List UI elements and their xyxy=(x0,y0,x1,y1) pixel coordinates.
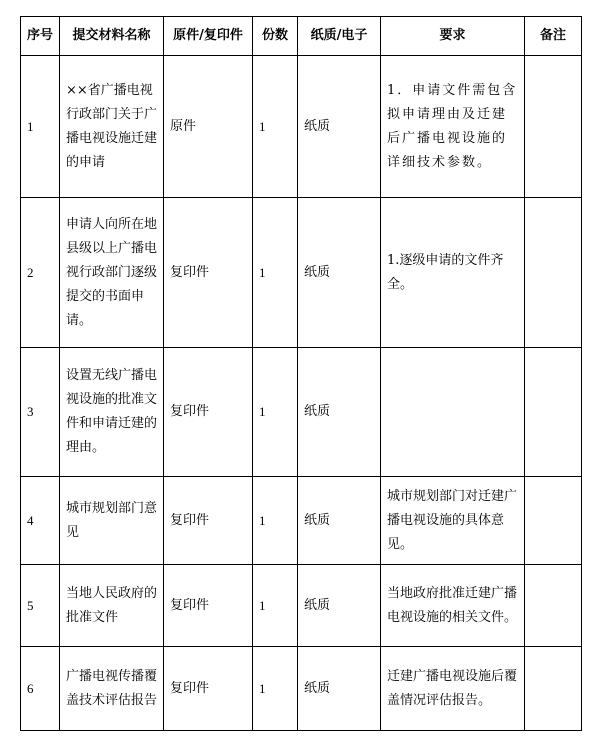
cell-req: 城市规划部门对迁建广播电视设施的具体意见。 xyxy=(381,477,525,565)
cell-paper: 纸质 xyxy=(298,56,381,198)
table-row xyxy=(21,647,582,731)
cell-name: 申请人向所在地县级以上广播电视行政部门逐级提交的书面申请。 xyxy=(60,198,164,348)
cell-name: 城市规划部门意见 xyxy=(60,477,164,565)
table-row xyxy=(21,198,582,348)
cell-copies: 1 xyxy=(253,198,298,348)
cell-name: 广播电视传播覆盖技术评估报告 xyxy=(60,647,164,731)
cell-copies: 1 xyxy=(253,56,298,198)
cell-orig: 复印件 xyxy=(164,477,253,565)
cell-orig: 复印件 xyxy=(164,348,253,477)
cell-paper: 纸质 xyxy=(298,647,381,731)
table-row xyxy=(21,348,582,477)
cell-req: 迁建广播电视设施后覆盖情况评估报告。 xyxy=(381,647,525,731)
header-seq: 序号 xyxy=(21,17,60,56)
cell-copies: 1 xyxy=(253,647,298,731)
cell-req: 1.逐级申请的文件齐全。 xyxy=(381,198,525,348)
cell-note xyxy=(525,56,582,198)
cell-copies: 1 xyxy=(253,565,298,647)
header-req: 要求 xyxy=(381,17,525,56)
cell-note xyxy=(525,647,582,731)
cell-paper: 纸质 xyxy=(298,198,381,348)
header-orig: 原件/复印件 xyxy=(164,17,253,56)
table-row xyxy=(21,56,582,198)
cell-req: 当地政府批准迁建广播电视设施的相关文件。 xyxy=(381,565,525,647)
cell-name: 当地人民政府的批准文件 xyxy=(60,565,164,647)
table-row xyxy=(21,477,582,565)
cell-paper: 纸质 xyxy=(298,565,381,647)
cell-note xyxy=(525,565,582,647)
header-row xyxy=(21,17,582,56)
cell-copies: 1 xyxy=(253,477,298,565)
cell-seq: 3 xyxy=(21,348,60,477)
cell-orig: 原件 xyxy=(164,56,253,198)
cell-req: 1．申请文件需包含拟申请理由及迁建后广播电视设施的详细技术参数。 xyxy=(381,56,525,198)
cell-paper: 纸质 xyxy=(298,477,381,565)
cell-name: 设置无线广播电视设施的批准文件和申请迁建的理由。 xyxy=(60,348,164,477)
header-name: 提交材料名称 xyxy=(60,17,164,56)
header-note: 备注 xyxy=(525,17,582,56)
cell-orig: 复印件 xyxy=(164,198,253,348)
cell-seq: 2 xyxy=(21,198,60,348)
cell-req xyxy=(381,348,525,477)
cell-seq: 5 xyxy=(21,565,60,647)
cell-name: ××省广播电视行政部门关于广播电视设施迁建的申请 xyxy=(60,56,164,198)
cell-copies: 1 xyxy=(253,348,298,477)
cell-orig: 复印件 xyxy=(164,647,253,731)
cell-seq: 1 xyxy=(21,56,60,198)
cell-note xyxy=(525,477,582,565)
table-row xyxy=(21,565,582,647)
materials-table xyxy=(20,16,582,731)
cell-note xyxy=(525,348,582,477)
cell-note xyxy=(525,198,582,348)
cell-paper: 纸质 xyxy=(298,348,381,477)
header-paper: 纸质/电子 xyxy=(298,17,381,56)
cell-orig: 复印件 xyxy=(164,565,253,647)
header-copies: 份数 xyxy=(253,17,298,56)
cell-seq: 4 xyxy=(21,477,60,565)
cell-seq: 6 xyxy=(21,647,60,731)
